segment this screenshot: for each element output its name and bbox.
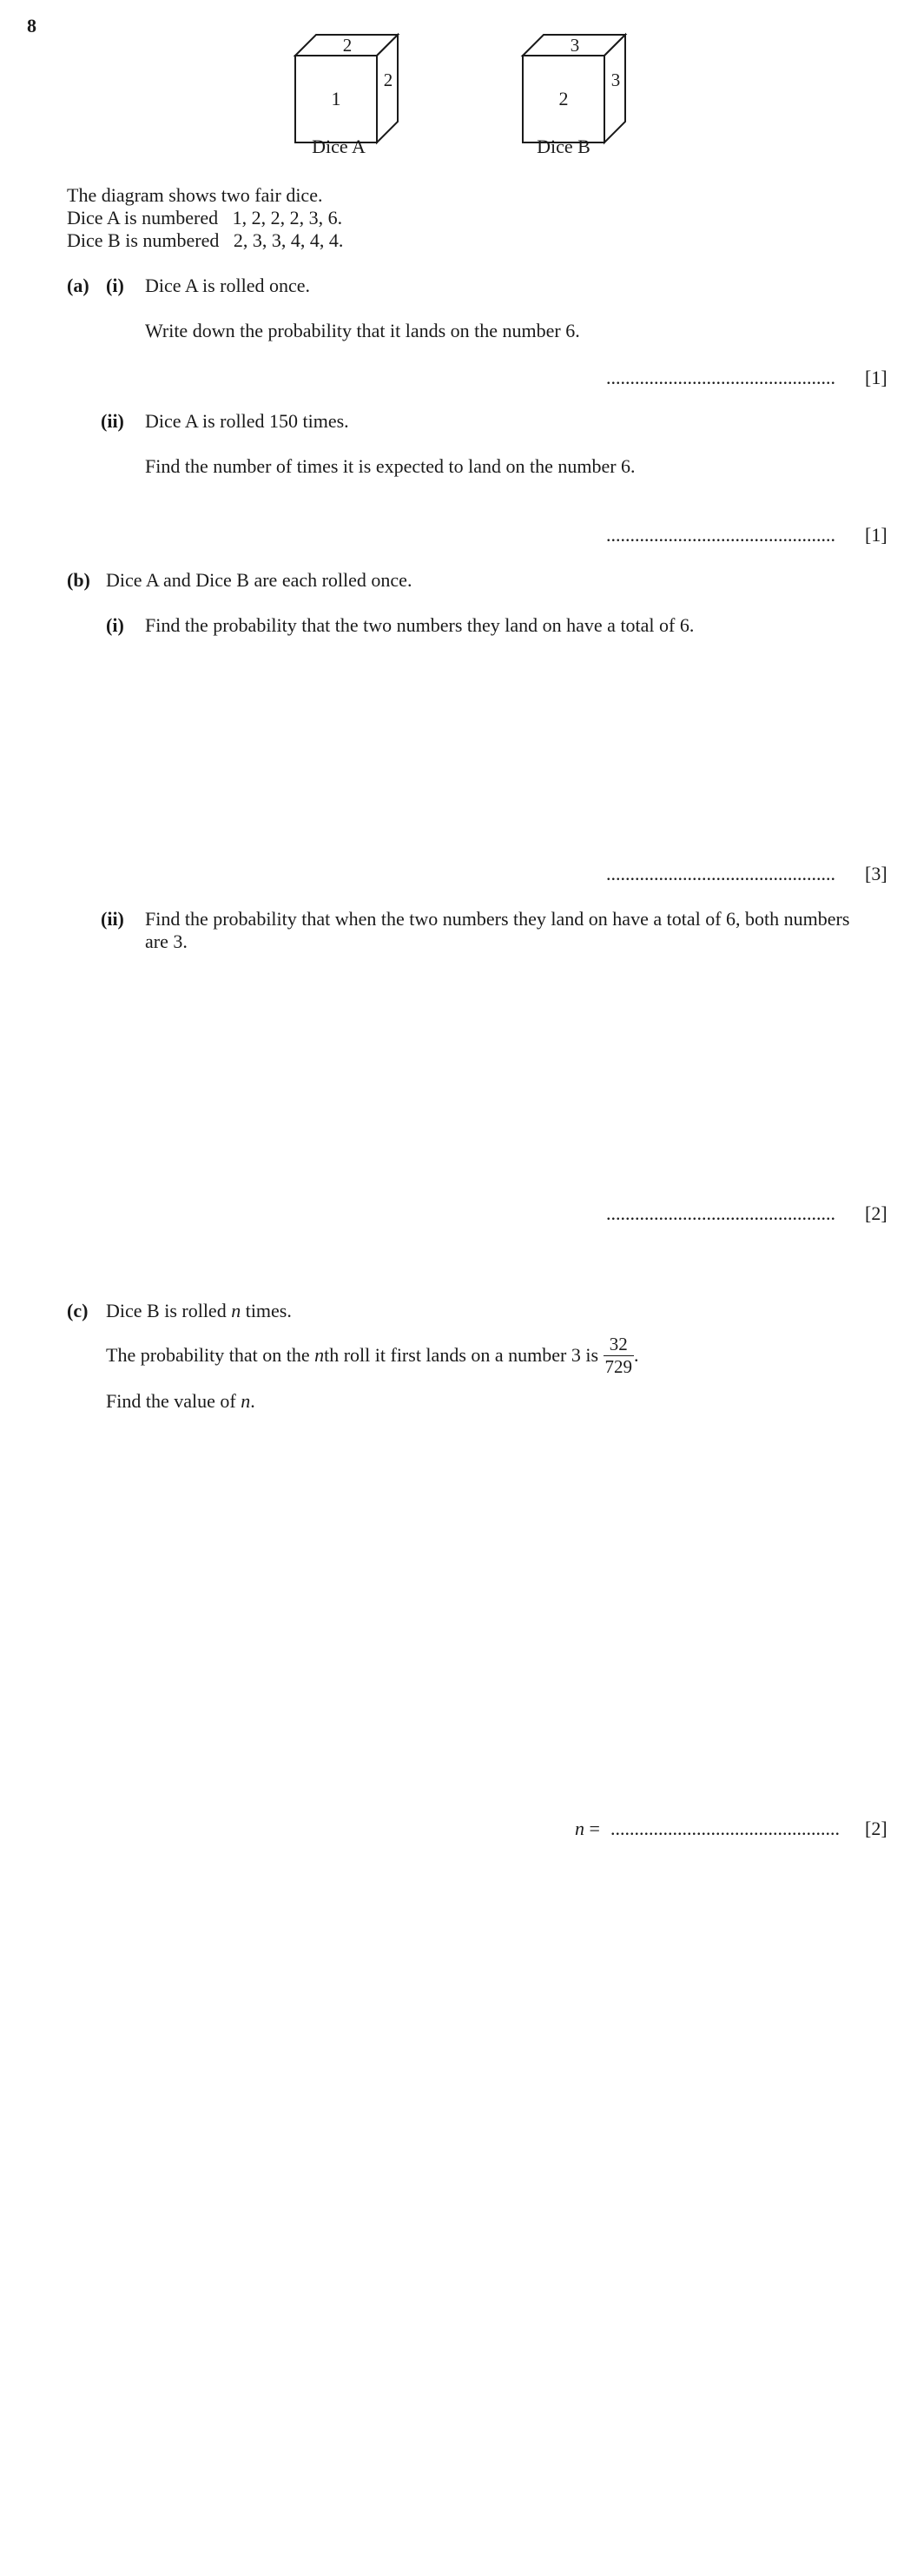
part-a-i-label: (i) (106, 275, 124, 296)
part-c-text-1-before: Dice B is rolled (106, 1300, 232, 1321)
part-c-text-3 (106, 1392, 255, 1411)
dice-a-top-number: 2 (342, 35, 353, 56)
intro-line-1: The diagram shows two fair dice. (67, 184, 323, 206)
question-number: 8 (27, 15, 36, 36)
part-a-ii-text-1: Dice A is rolled 150 times. (145, 410, 349, 432)
dice-b-caption: Dice B (537, 136, 590, 157)
part-c-label: (c) (67, 1300, 89, 1321)
part-a-ii-marks: [1] (865, 524, 887, 546)
part-c-text-2-after: . (634, 1344, 639, 1367)
part-b-ii-marks: [2] (865, 1202, 887, 1224)
dice-a-side-number: 2 (383, 70, 393, 90)
part-a-ii-text-2: Find the number of times it is expected to land on the number 6. (145, 455, 636, 477)
intro-line-3: Dice B is numbered 2, 3, 3, 4, 4, 4. (67, 229, 344, 251)
part-a-ii-label: (ii) (101, 410, 124, 432)
part-b-label: (b) (67, 569, 90, 591)
fraction-numerator: 32 (604, 1334, 635, 1356)
part-b-i-marks: [3] (865, 863, 887, 884)
part-c-text-2-mid: th roll it first lands on a number 3 is (324, 1344, 604, 1367)
part-b-text: Dice A and Dice B are each rolled once. (106, 569, 412, 591)
part-a-i-marks: [1] (865, 367, 887, 388)
answer-prefix-eq: = (584, 1818, 605, 1839)
dice-a-caption: Dice A (312, 136, 366, 157)
part-c-text-1-after: times. (241, 1300, 292, 1321)
part-b-i-label: (i) (106, 614, 124, 636)
intro-line-2: Dice A is numbered 1, 2, 2, 2, 3, 6. (67, 207, 343, 228)
probability-fraction (604, 1334, 635, 1377)
part-c-text-2-var: n (314, 1344, 325, 1367)
part-c-text-3-var: n (241, 1390, 251, 1412)
dice-b-side-number: 3 (610, 70, 621, 90)
part-c-text-1-var: n (231, 1300, 241, 1321)
part-c-marks: [2] (865, 1818, 887, 1839)
dice-b-front-number: 2 (558, 88, 569, 109)
part-c-text-3-before: Find the value of (106, 1390, 241, 1412)
part-b-i-text: Find the probability that the two numbers they land on have a total of 6. (145, 614, 695, 636)
part-a-ii-answer-line[interactable]: ................................................ (606, 524, 835, 546)
part-a-label: (a) (67, 275, 89, 296)
part-c-text-2-before: The probability that on the (106, 1344, 315, 1367)
part-c-text-3-after: . (250, 1390, 255, 1412)
dice-diagram (287, 31, 651, 162)
part-c-answer-line[interactable]: ................................................ (610, 1818, 840, 1839)
dice-a-front-number: 1 (331, 88, 341, 109)
part-b-ii-answer-line[interactable]: ................................................ (606, 1202, 835, 1224)
dice-a (295, 35, 398, 157)
answer-prefix-var: n (575, 1818, 584, 1839)
part-b-i-answer-line[interactable]: ................................................ (606, 863, 835, 884)
part-b-ii-text-line-1: Find the probability that when the two numbers they land on have a total of 6, both numbers (145, 908, 850, 930)
fraction-denominator: 729 (604, 1356, 633, 1378)
part-a-i-text-1: Dice A is rolled once. (145, 275, 311, 296)
part-c-answer-prefix (575, 1819, 604, 1838)
dice-b (523, 35, 625, 157)
part-b-ii-label: (ii) (101, 908, 124, 930)
part-a-i-text-2: Write down the probability that it lands on the number 6. (145, 320, 580, 341)
part-c-text-1 (106, 1301, 292, 1321)
part-c-text-2 (106, 1334, 639, 1377)
part-b-ii-text-line-2: are 3. (145, 930, 188, 952)
dice-b-top-number: 3 (570, 35, 580, 56)
part-a-i-answer-line[interactable]: ................................................ (606, 367, 835, 388)
